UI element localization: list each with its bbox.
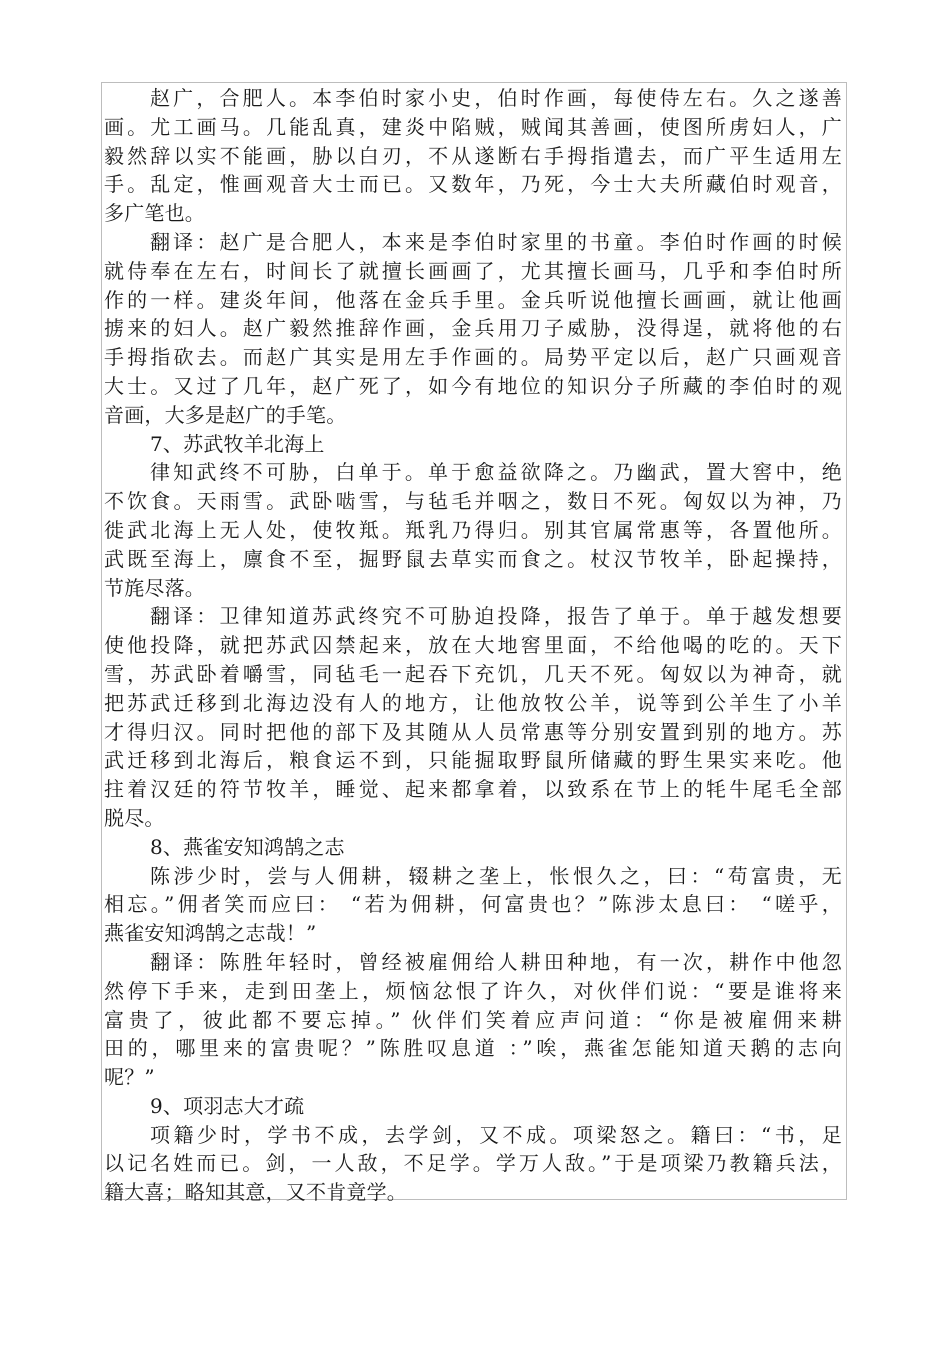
text-line: 翻译：陈胜年轻时，曾经被雇佣给人耕田种地，有一次，耕作中他忽: [150, 949, 842, 974]
text-line: 节旄尽落。: [104, 575, 205, 600]
text-line: 然停下手来，走到田垄上，烦恼忿恨了许久，对伙伴们说：“要是谁将来: [104, 978, 842, 1003]
text-line: 拄着汉廷的符节牧羊，睡觉、起来都拿着，以致系在节上的牦牛尾毛全部: [104, 777, 842, 802]
text-line: 徙武北海上无人处，使牧羝。羝乳乃得归。别其官属常惠等，各置他所。: [104, 517, 842, 542]
text-line: 手拇指砍去。而赵广其实是用左手作画的。局势平定以后，赵广只画观音: [104, 345, 842, 370]
text-line: 相忘。”佣者笑而应曰： “若为佣耕，何富贵也？”陈涉太息曰： “嗟乎，: [104, 892, 842, 917]
text-line: 手。乱定，惟画观音大士而已。又数年，乃死，今士大夫所藏伯时观音，: [104, 172, 842, 197]
document-body: [104, 84, 842, 1207]
text-line: 就侍奉在左右，时间长了就擅长画画了，尤其擅长画马，几乎和李伯时所: [104, 258, 842, 283]
text-line: 以记名姓而已。剑，一人敌，不足学。学万人敌。”于是项梁乃教籍兵法，: [104, 1151, 842, 1176]
text-line: 掳来的妇人。赵广毅然推辞作画，金兵用刀子威胁，没得逞，就将他的右: [104, 316, 842, 341]
text-line: 翻译：卫律知道苏武终究不可胁迫投降，报告了单于。单于越发想要: [150, 604, 842, 629]
text-line: 脱尽。: [104, 805, 165, 830]
text-line: 雪，苏武卧着嚼雪，同毡毛一起吞下充饥，几天不死。匈奴以为神奇，就: [104, 661, 842, 686]
text-line: 武迁移到北海后，粮食运不到，只能掘取野鼠所储藏的野生果实来吃。他: [104, 748, 842, 773]
text-line: 把苏武迁移到北海边没有人的地方，让他放牧公羊，说等到公羊生了小羊: [104, 690, 842, 715]
text-line: 多广笔也。: [104, 201, 205, 226]
text-line: 使他投降，就把苏武囚禁起来，放在大地窖里面，不给他喝的吃的。天下: [104, 633, 842, 658]
text-line: 武既至海上，廪食不至，掘野鼠去草实而食之。杖汉节牧羊，卧起操持，: [104, 546, 842, 571]
section-heading: 9、项羽志大才疏: [150, 1093, 305, 1118]
text-line: 画。尤工画马。几能乱真，建炎中陷贼，贼闻其善画，使图所虏妇人，广: [104, 114, 842, 139]
text-line: 呢？”: [104, 1065, 155, 1090]
text-line: 律知武终不可胁，白单于。单于愈益欲降之。乃幽武，置大窖中，绝: [150, 460, 842, 485]
text-line: 陈涉少时，尝与人佣耕，辍耕之垄上，怅恨久之，曰：“苟富贵，无: [150, 863, 842, 888]
text-line: 音画，大多是赵广的手笔。: [104, 402, 347, 427]
text-line: 大士。又过了几年，赵广死了，如今有地位的知识分子所藏的李伯时的观: [104, 373, 842, 398]
text-line: 项籍少时，学书不成，去学剑，又不成。项梁怒之。籍曰：“书，足: [150, 1122, 842, 1147]
text-line: 籍大喜；略知其意，又不肯竟学。: [104, 1180, 407, 1205]
text-line: 毅然辞以实不能画，胁以白刃，不从遂断右手拇指遣去，而广平生适用左: [104, 143, 842, 168]
text-line: 不饮食。天雨雪。武卧啮雪，与毡毛并咽之，数日不死。匈奴以为神，乃: [104, 489, 842, 514]
text-line: 翻译：赵广是合肥人，本来是李伯时家里的书童。李伯时作画的时候: [150, 229, 842, 254]
text-line: 燕雀安知鸿鹄之志哉！”: [104, 921, 317, 946]
text-line: 作的一样。建炎年间，他落在金兵手里。金兵听说他擅长画画，就让他画: [104, 287, 842, 312]
text-line: 赵广，合肥人。本李伯时家小史，伯时作画，每使侍左右。久之遂善: [150, 86, 842, 110]
text-line: 田的，哪里来的富贵呢？”陈胜叹息道 ：”唉，燕雀怎能知道天鹅的志向: [104, 1036, 842, 1061]
text-line: 富贵了，彼此都不要忘掉。” 伙伴们笑着应声问道：“你是被雇佣来耕: [104, 1007, 842, 1032]
text-line: 才得归汉。同时把他的部下及其随从人员常惠等分别安置到别的地方。苏: [104, 719, 842, 744]
section-heading: 7、苏武牧羊北海上: [150, 431, 325, 456]
section-heading: 8、燕雀安知鸿鹄之志: [150, 834, 345, 859]
